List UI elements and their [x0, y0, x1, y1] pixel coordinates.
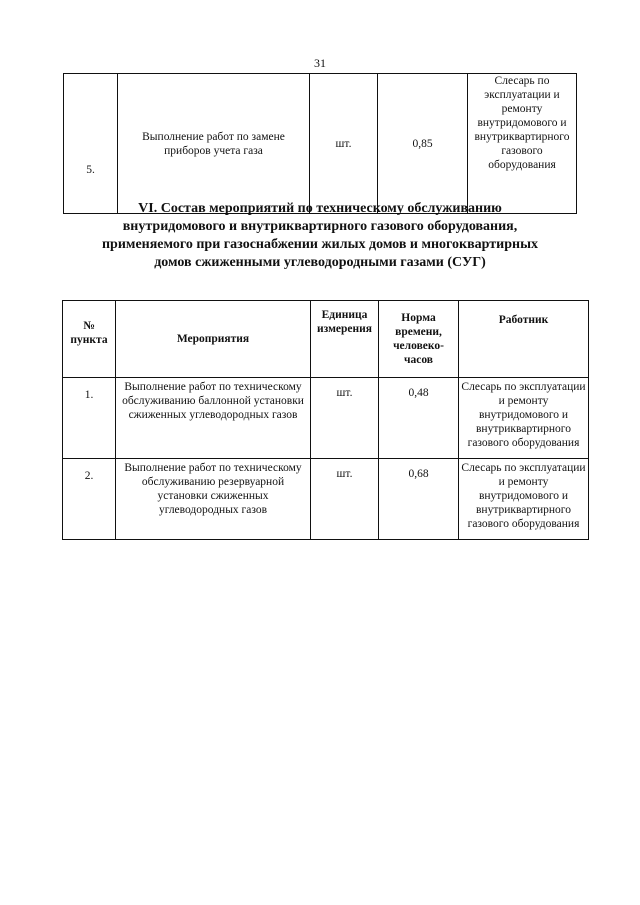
row-number: 2. — [63, 459, 116, 540]
row-unit: шт. — [310, 74, 378, 214]
row-number: 1. — [63, 378, 116, 459]
header-unit: Единица измерения — [311, 301, 379, 378]
row-worker: Слесарь по эксплуатации и ремонту внутридомового и внутриквартирного газового оборудования — [459, 459, 589, 540]
row-unit: шт. — [311, 459, 379, 540]
row-unit: шт. — [311, 378, 379, 459]
row-norm: 0,48 — [379, 378, 459, 459]
table-row — [63, 459, 589, 540]
header-worker: Работник — [459, 301, 589, 378]
header-norm: Норма времени, человеко-часов — [379, 301, 459, 378]
activities-table — [62, 300, 589, 540]
row-activity: Выполнение работ по техническому обслуживанию резервуарной установки сжиженных углеводородных газов — [116, 459, 311, 540]
row-norm: 0,85 — [378, 74, 468, 214]
row-activity: Выполнение работ по замене приборов учета газа — [118, 74, 310, 214]
row-number: 5. — [64, 74, 118, 214]
header-activity: Мероприятия — [116, 301, 311, 378]
row-activity: Выполнение работ по техническому обслуживанию баллонной установки сжиженных углеводородных газов — [116, 378, 311, 459]
row-worker: Слесарь по эксплуатации и ремонту внутридомового и внутриквартирного газового оборудования — [459, 378, 589, 459]
table-row — [63, 378, 589, 459]
header-number: № пункта — [63, 301, 116, 378]
page-number: 31 — [314, 56, 326, 70]
table-continued — [63, 73, 577, 214]
table-header-row — [63, 301, 589, 378]
row-worker: Слесарь по эксплуатации и ремонту внутридомового и внутриквартирного газового оборудования — [468, 74, 577, 214]
section-title: VI. Состав мероприятий по техническому обслуживанию внутридомового и внутриквартирного газового оборудования, применяемого при газоснабжении жилых домов и многоквартирных домов сжиженными углеводородными газами (СУГ) — [101, 201, 539, 270]
row-norm: 0,68 — [379, 459, 459, 540]
table-row — [64, 74, 577, 214]
